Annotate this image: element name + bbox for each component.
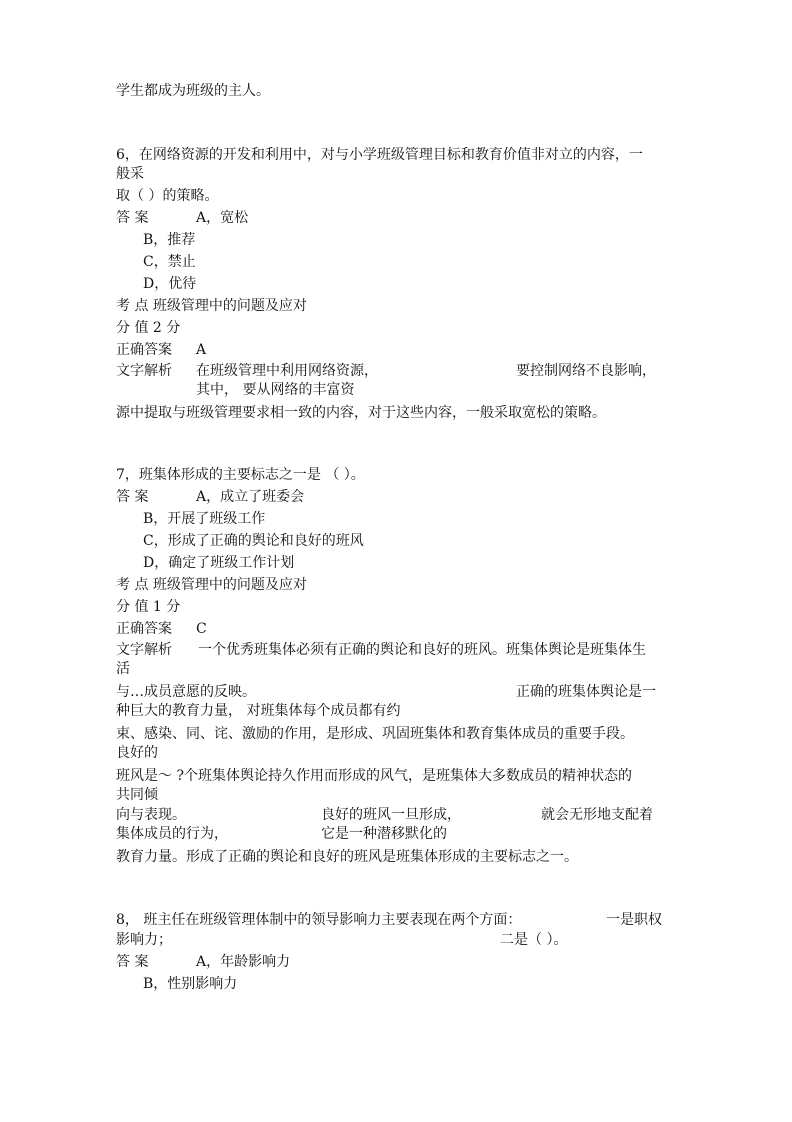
q7-option-b: B，开展了班级工作 bbox=[143, 511, 266, 527]
q7-analysis-line-7: 班风是～ ?个班集体舆论持久作用而形成的风气，是班集体大多数成员的精神状态的 bbox=[116, 768, 632, 784]
q7-analysis-line-10a: 集体成员的行为， bbox=[116, 826, 228, 842]
q7-analysis-line-3b: 正确的班集体舆论是一 bbox=[516, 684, 656, 700]
q7-analysis-line-8: 共同倾 bbox=[116, 787, 158, 803]
q7-analysis-label: 文字解析 bbox=[116, 642, 172, 658]
q6-answer-label: 答 案 bbox=[116, 210, 149, 226]
q7-analysis-line-9c: 就会无形地支配着 bbox=[541, 807, 653, 823]
q7-analysis-line-9a: 向与表现。 bbox=[116, 807, 186, 823]
q7-analysis-line-6: 良好的 bbox=[116, 745, 158, 761]
q7-stem-line-1: 7，班集体形成的主要标志之一是 （ ）。 bbox=[116, 467, 365, 483]
q7-option-d: D，确定了班级工作计划 bbox=[143, 555, 295, 571]
q6-stem-line-2: 般采 bbox=[116, 166, 144, 182]
q6-stem-line-3: 取（ ）的策略。 bbox=[116, 188, 219, 204]
q6-option-d: D，优待 bbox=[143, 276, 197, 292]
q7-analysis-line-5: 束、感染、同、诧、激励的作用，是形成、巩固班集体和教育集体成员的重要手段。 bbox=[116, 726, 634, 742]
intro-line: 学生都成为班级的主人。 bbox=[116, 83, 270, 99]
q6-correct-value: A bbox=[196, 342, 207, 358]
q8-option-a: A，年龄影响力 bbox=[196, 954, 291, 970]
q6-topic: 考 点 班级管理中的问题及应对 bbox=[116, 298, 307, 314]
q8-answer-label: 答 案 bbox=[116, 954, 149, 970]
q6-correct-label: 正确答案 bbox=[116, 342, 172, 358]
q6-analysis-line-1a: 在班级管理中利用网络资源， bbox=[196, 363, 378, 379]
q6-option-b: B，推荐 bbox=[143, 232, 196, 248]
q7-option-a: A，成立了班委会 bbox=[196, 489, 305, 505]
q7-answer-label: 答 案 bbox=[116, 489, 149, 505]
q6-analysis-line-2: 其中， 要从网络的丰富资 bbox=[196, 382, 355, 398]
q8-stem-line-2a: 影响力； bbox=[116, 932, 172, 948]
q7-analysis-line-3a: 与…成员意愿的反映。 bbox=[116, 684, 256, 700]
q7-analysis-line-9b: 良好的班风一旦形成， bbox=[321, 807, 461, 823]
q6-option-a: A，宽松 bbox=[196, 210, 249, 226]
q7-analysis-line-10b: 它是一种潜移默化的 bbox=[321, 826, 447, 842]
q7-score: 分 值 1 分 bbox=[116, 599, 181, 615]
q6-analysis-line-1b: 要控制网络不良影响， bbox=[516, 363, 656, 379]
q7-analysis-line-11: 教育力量。形成了正确的舆论和良好的班风是班集体形成的主要标志之一。 bbox=[116, 849, 578, 865]
q6-analysis-line-3: 源中提取与班级管理要求相一致的内容，对于这些内容，一般采取宽松的策略。 bbox=[116, 405, 606, 421]
q7-analysis-line-1: 一个优秀班集体必须有正确的舆论和良好的班风。班集体舆论是班集体生 bbox=[198, 642, 646, 658]
q7-topic: 考 点 班级管理中的问题及应对 bbox=[116, 577, 307, 593]
q8-stem-line-1b: 一是职权 bbox=[606, 912, 662, 928]
q8-stem-line-2b: 二是（ ）。 bbox=[500, 932, 568, 948]
q7-option-c: C，形成了正确的舆论和良好的班风 bbox=[143, 533, 364, 549]
q6-score: 分 值 2 分 bbox=[116, 320, 181, 336]
q8-option-b: B，性别影响力 bbox=[143, 976, 238, 992]
q7-analysis-line-2: 活 bbox=[116, 661, 130, 677]
q6-option-c: C，禁止 bbox=[143, 254, 196, 270]
q7-correct-label: 正确答案 bbox=[116, 621, 172, 637]
q6-stem-line-1: 6，在网络资源的开发和利用中，对与小学班级管理目标和教育价值非对立的内容，一 bbox=[116, 147, 643, 163]
q6-analysis-label: 文字解析 bbox=[116, 363, 172, 379]
q7-analysis-line-4: 种巨大的教育力量， 对班集体每个成员都有约 bbox=[116, 703, 401, 719]
q7-correct-value: C bbox=[196, 621, 207, 637]
q8-stem-line-1a: 8， 班主任在班级管理体制中的领导影响力主要表现在两个方面： bbox=[116, 912, 522, 928]
